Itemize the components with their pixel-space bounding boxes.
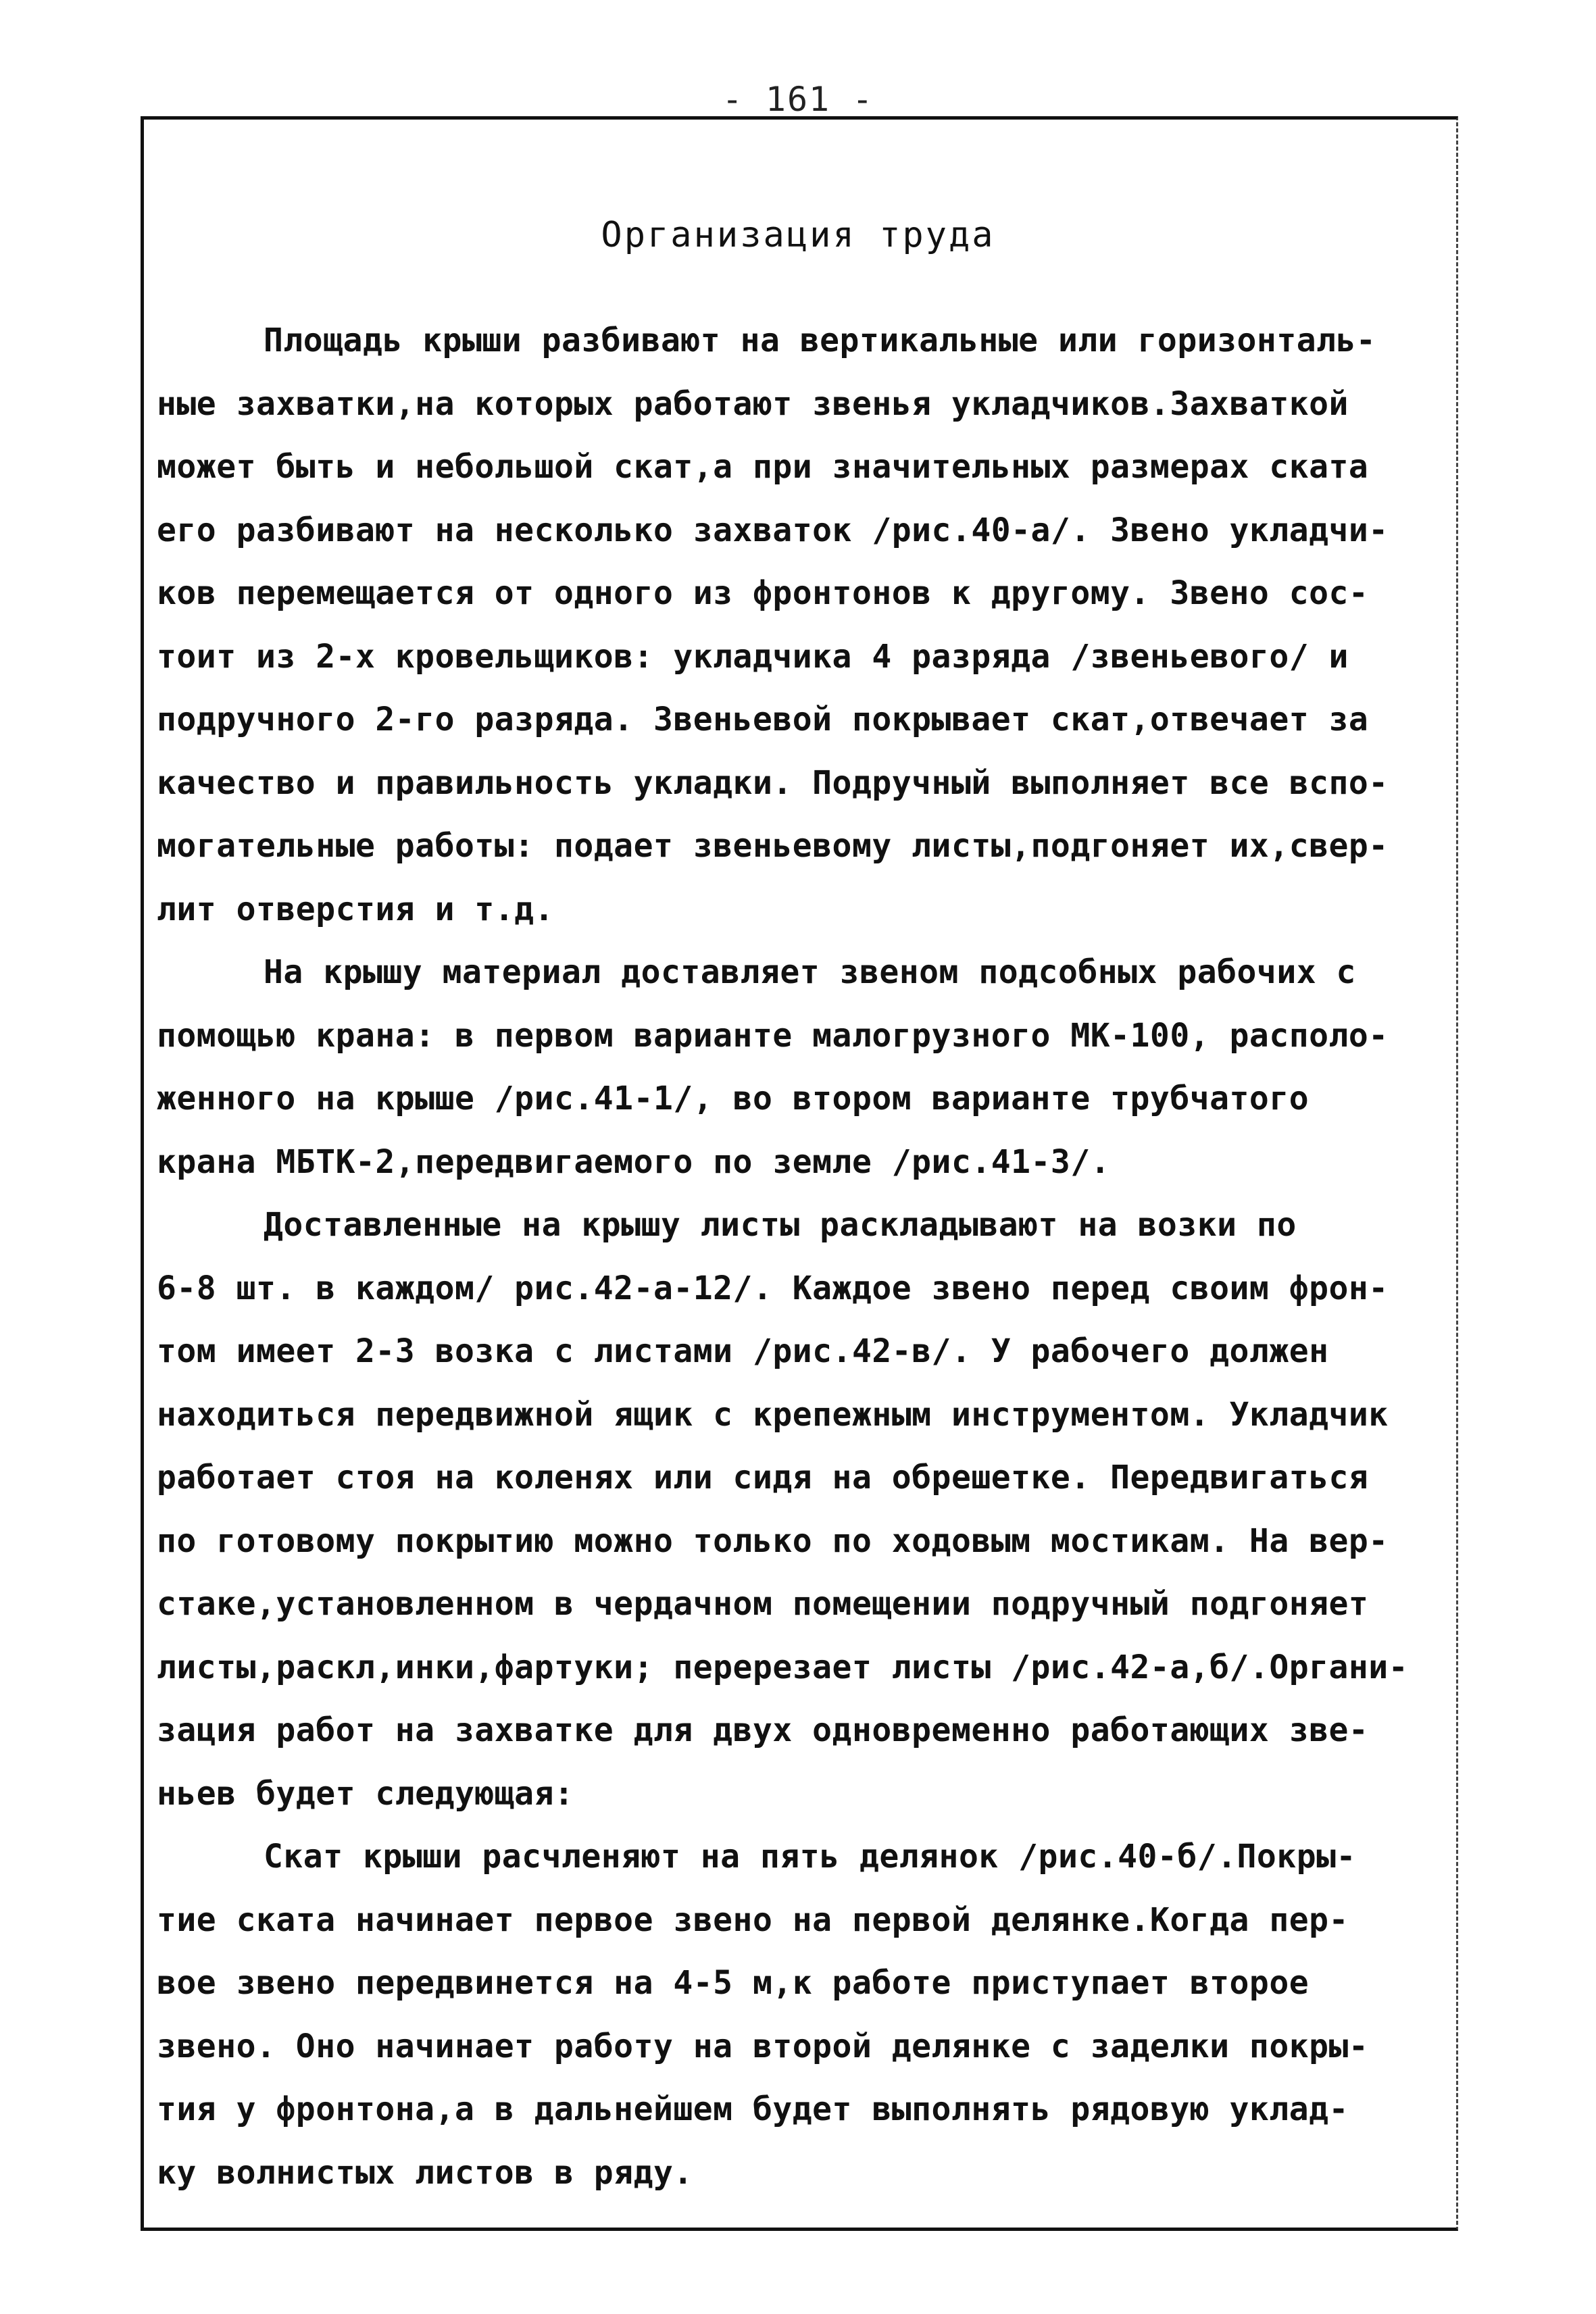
text-line: Доставленные на крышу листы раскладывают на возки по — [264, 1206, 1297, 1244]
text-line: качество и правильность укладки. Подручный выполняет все вспо- — [157, 763, 1389, 802]
body-text — [157, 309, 1447, 2205]
text-line: зация работ на захватке для двух одновременно работающих зве- — [157, 1711, 1369, 1749]
page-number: - 161 - — [722, 80, 874, 119]
text-line: стаке,установленном в чердачном помещении подручный подгоняет — [157, 1585, 1369, 1623]
text-line: ку волнистых листов в ряду. — [157, 2153, 693, 2192]
text-line: помощью крана: в первом варианте малогрузного МК-100, располо- — [157, 1016, 1389, 1055]
text-line: тоит из 2-х кровельщиков: укладчика 4 разряда /звеньевого/ и — [157, 637, 1349, 676]
text-line: листы,раскл,инки,фартуки; перерезает листы /рис.42-а,б/.Органи- — [157, 1648, 1409, 1686]
text-line: лит отверстия и т.д. — [157, 890, 554, 928]
text-line: ков перемещается от одного из фронтонов к другому. Звено сос- — [157, 574, 1369, 612]
text-line: На крышу материал доставляет звеном подсобных рабочих с — [264, 953, 1356, 991]
text-line: работает стоя на коленях или сидя на обрешетке. Передвигаться — [157, 1459, 1369, 1496]
text-line: Скат крыши расчленяют на пять делянок /рис.40-б/.Покры- — [264, 1838, 1356, 1876]
text-line: тия у фронтона,а в дальнейшем будет выполнять рядовую уклад- — [157, 2090, 1349, 2128]
text-line: том имеет 2-3 возка с листами /рис.42-в/. У рабочего должен — [157, 1332, 1329, 1370]
text-line: ньев будет следующая: — [157, 1774, 574, 1813]
text-line: находиться передвижной ящик с крепежным инструментом. Укладчик — [157, 1395, 1389, 1434]
text-line: по готовому покрытию можно только по ходовым мостикам. На вер- — [157, 1521, 1389, 1560]
text-line: женного на крыше /рис.41-1/, во втором варианте трубчатого — [157, 1080, 1310, 1117]
text-line: его разбивают на несколько захваток /рис.40-а/. Звено укладчи- — [157, 511, 1389, 549]
text-line: Площадь крыши разбивают на вертикальные или горизонталь- — [264, 322, 1376, 359]
text-line: может быть и небольшой скат,а при значительных размерах ската — [157, 448, 1369, 486]
text-line: подручного 2-го разряда. Звеньевой покрывает скат,отвечает за — [157, 701, 1369, 738]
text-line: тие ската начинает первое звено на первой делянке.Когда пер- — [157, 1901, 1349, 1939]
text-line: 6-8 шт. в каждом/ рис.42-а-12/. Каждое звено перед своим фрон- — [157, 1269, 1389, 1307]
text-line: могательные работы: подает звеньевому листы,подгоняет их,свер- — [157, 827, 1389, 865]
section-heading: Организация труда — [601, 215, 995, 255]
text-line: крана МБТК-2,передвигаемого по земле /рис.41-3/. — [157, 1142, 1111, 1181]
text-line: ные захватки,на которых работают звенья укладчиков.Захваткой — [157, 384, 1349, 423]
text-line: звено. Оно начинает работу на второй делянке с заделки покры- — [157, 2027, 1369, 2065]
text-line: вое звено передвинется на 4-5 м,к работе приступает второе — [157, 1964, 1310, 2002]
